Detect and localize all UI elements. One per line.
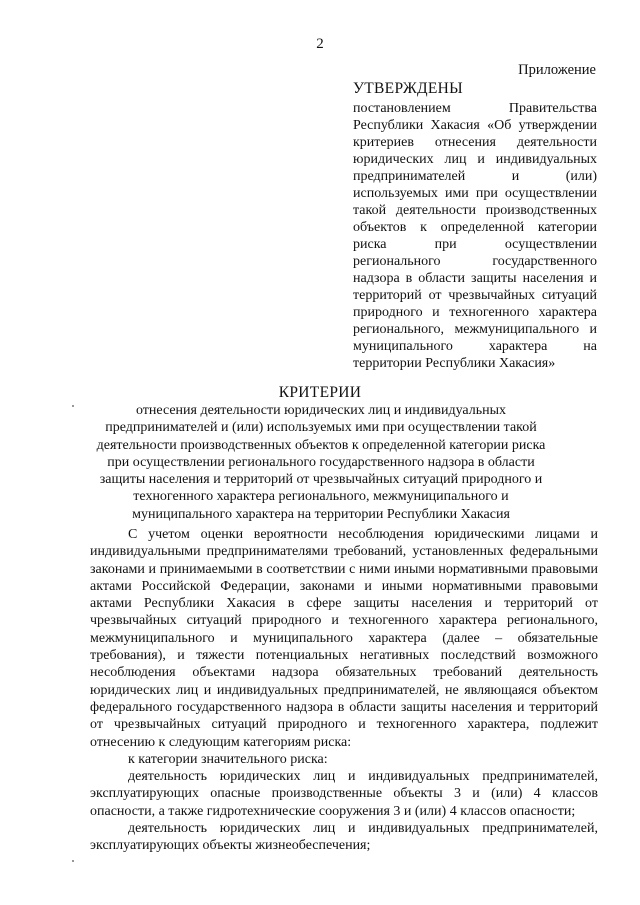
document-body: [90, 526, 598, 855]
scan-speck: [72, 405, 74, 407]
scan-speck: [72, 860, 74, 862]
page-number: 2: [316, 36, 324, 52]
approval-text: постановлением Правительства Республики Хакасия «Об утверждении критериев отнесения деятельности юридических лиц и индивидуальных предпринимателей и (или) используемых ими при осуществлении такой деятельности производственных объектов к определенной категории риска при осуществлении регионального государственного надзора в области защиты населения и территорий от чрезвычайных ситуаций природного и техногенного характера регионального, межмуниципального и муниципального характера на территории Республики Хакасия»: [353, 101, 597, 371]
criteria-subtitle: отнесения деятельности юридических лиц и индивидуальных предпринимателей и (или) используемых ими при осуществлении такой деятельности производственных объектов к определенной категории риска при осуществлении регионального государственного надзора в области защиты населения и территорий от чрезвычайных ситуаций природного и техногенного характера регионального, межмуниципального и муниципального характера на территории Республики Хакасия: [96, 403, 546, 522]
criteria-title: КРИТЕРИИ: [278, 384, 362, 401]
body-paragraph-category: к категории значительного риска:: [128, 751, 328, 767]
body-paragraph-item-1: деятельность юридических лиц и индивидуальных предпринимателей, эксплуатирующих опасные производственные объекты 3 и (или) 4 классов опасности, а также гидротехнические сооружения 3 и (или) 4 классов опасности;: [90, 769, 598, 819]
body-paragraph-item-2: деятельность юридических лиц и индивидуальных предпринимателей, эксплуатирующих объекты жизнеобеспечения;: [90, 821, 598, 854]
approval-block: [353, 80, 597, 372]
body-paragraph-intro: С учетом оценки вероятности несоблюдения юридическими лицами и индивидуальными предпринимателями требований, установленных федеральными законами и принимаемыми в соответствии с ними иными нормативными правовыми актами Российской Федерации, законами и иными нормативными правовыми актами Республики Хакасия в сфере защиты населения и территорий от чрезвычайных ситуаций природного и техногенного характера регионального, межмуниципального и муниципального характера (далее – обязательные требования), и тяжести потенциальных негативных последствий возможного несоблюдения объектами надзора обязательных требований деятельность юридических лиц и индивидуальных предпринимателей, не являющаяся объектом федерального государственного надзора в области защиты населения и территорий от чрезвычайных ситуаций природного и техногенного характера, подлежит отнесению к следующим категориям риска:: [90, 527, 598, 750]
appendix-label: Приложение: [518, 62, 596, 78]
approval-title: УТВЕРЖДЕНЫ: [353, 80, 463, 97]
